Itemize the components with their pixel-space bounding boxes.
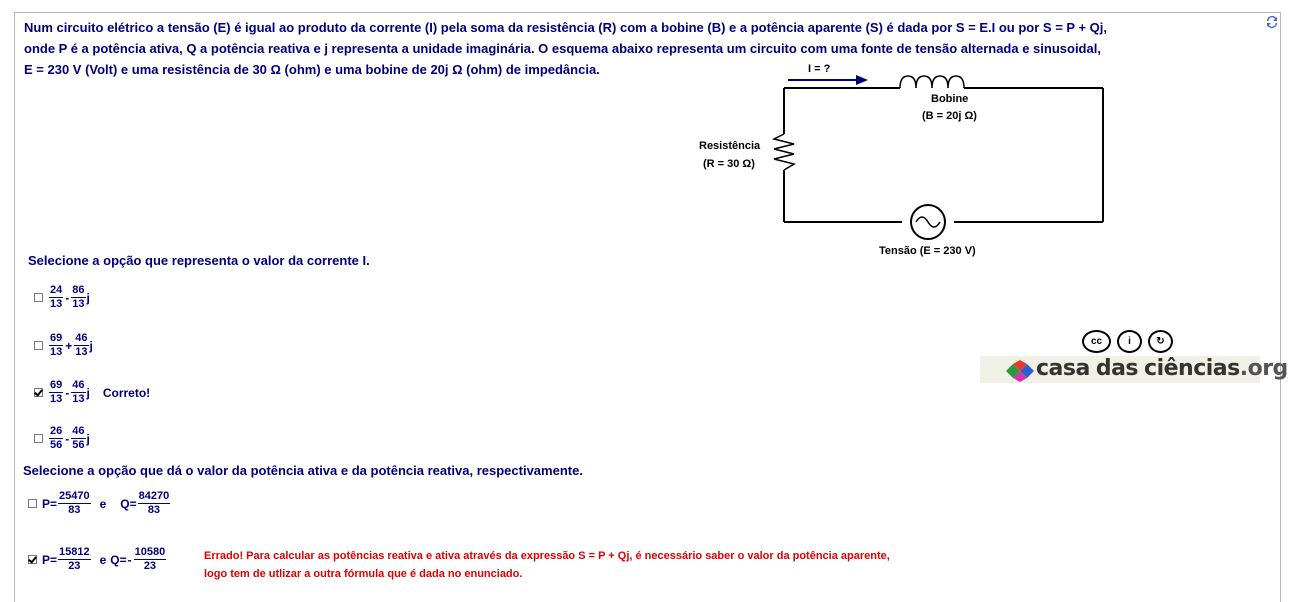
current-label: I = ? [808, 63, 831, 75]
fraction: $\frac{10580}{23}$ [134, 546, 166, 572]
license-icons [1082, 330, 1173, 353]
q1-option-3-checkbox[interactable] [34, 388, 43, 397]
q1-option-2[interactable]: $\frac{69}{13}$ + $\frac{46}{13}$ j [34, 332, 93, 359]
fraction: $\frac{24}{13}$ [50, 284, 63, 310]
coil-value: (B = 20j Ω) [922, 110, 977, 122]
correct-feedback: Correto! [102, 385, 151, 400]
intro-line-1: Num circuito elétrico a tensão (E) é igual ao produto da corrente (I) pela soma da resistência (R) com a bobine (B) e a potência aparente (S) é dada por S = E.I ou por S = P + Qj, [24, 20, 1107, 35]
resistor-label: Resistência [699, 140, 761, 152]
fraction: $\frac{25470}{83}$ [59, 490, 90, 516]
fraction: $\frac{84270}{83}$ [138, 490, 170, 516]
q2-option-2-checkbox[interactable] [28, 555, 37, 564]
fraction: $\frac{26}{56}$ [50, 425, 63, 451]
q1-option-1[interactable]: $\frac{24}{13}$ - $\frac{86}{13}$ j [34, 284, 90, 311]
creative-commons-icon: cc [1082, 330, 1111, 353]
error-feedback: Errado! Para calcular as potências reativa e ativa através da expressão S = P + Qj, é necessário saber o valor da potência aparente, logo tem de utlizar a outra fórmula que é dada no enunciado. [204, 550, 890, 580]
coil-symbol [900, 76, 964, 88]
fraction: $\frac{69}{13}$ [50, 332, 63, 358]
question-2-title: Selecione a opção que dá o valor da potência ativa e da potência reativa, respectivamente. [23, 463, 583, 478]
q2-option-1[interactable]: P= $\frac{25470}{83}$ e Q= $\frac{84270}{83}$ [28, 490, 171, 517]
resistor-value: (R = 30 Ω) [703, 158, 755, 170]
casa-das-ciencias-logo-icon [1006, 360, 1034, 382]
question-1-title: Selecione a opção que representa o valor da corrente I. [28, 253, 370, 268]
q2-option-2[interactable]: P= $\frac{15812}{23}$ e Q= - $\frac{10580}{23}$ [28, 546, 167, 573]
intro-line-2: onde P é a potência ativa, Q a potência reativa e j representa a unidade imaginária. O esquema abaixo representa um circuito com uma fonte de tensão alternada e sinusoidal, [24, 41, 1101, 56]
circuit-diagram [690, 60, 1120, 260]
attribution-icon: i [1117, 330, 1142, 353]
fraction: $\frac{69}{13}$ [50, 379, 63, 405]
coil-label: Bobine [931, 93, 969, 105]
current-arrow-icon [856, 75, 868, 85]
q1-option-3[interactable]: $\frac{69}{13}$ - $\frac{46}{13}$ j Correto! [34, 379, 150, 406]
fraction: $\frac{15812}{23}$ [59, 546, 90, 572]
source-label: Tensão (E = 230 V) [879, 245, 976, 257]
q2-option-1-checkbox[interactable] [28, 499, 37, 508]
q1-option-1-checkbox[interactable] [34, 293, 43, 302]
fraction: $\frac{46}{56}$ [72, 425, 85, 451]
fraction: $\frac{86}{13}$ [72, 284, 85, 310]
brand-name: casa das ciências.org [1036, 356, 1288, 381]
q1-option-4[interactable]: $\frac{26}{56}$ - $\frac{46}{56}$ j [34, 425, 90, 452]
refresh-icon[interactable] [1264, 14, 1280, 30]
q1-option-2-checkbox[interactable] [34, 341, 43, 350]
share-alike-icon: ↻ [1148, 330, 1173, 353]
q1-option-4-checkbox[interactable] [34, 434, 43, 443]
resistor-symbol [774, 134, 794, 170]
intro-line-3: E = 230 V (Volt) e uma resistência de 30 Ω (ohm) e uma bobine de 20j Ω (ohm) de impedância. [24, 62, 600, 77]
fraction: $\frac{46}{13}$ [72, 379, 85, 405]
fraction: $\frac{46}{13}$ [75, 332, 88, 358]
